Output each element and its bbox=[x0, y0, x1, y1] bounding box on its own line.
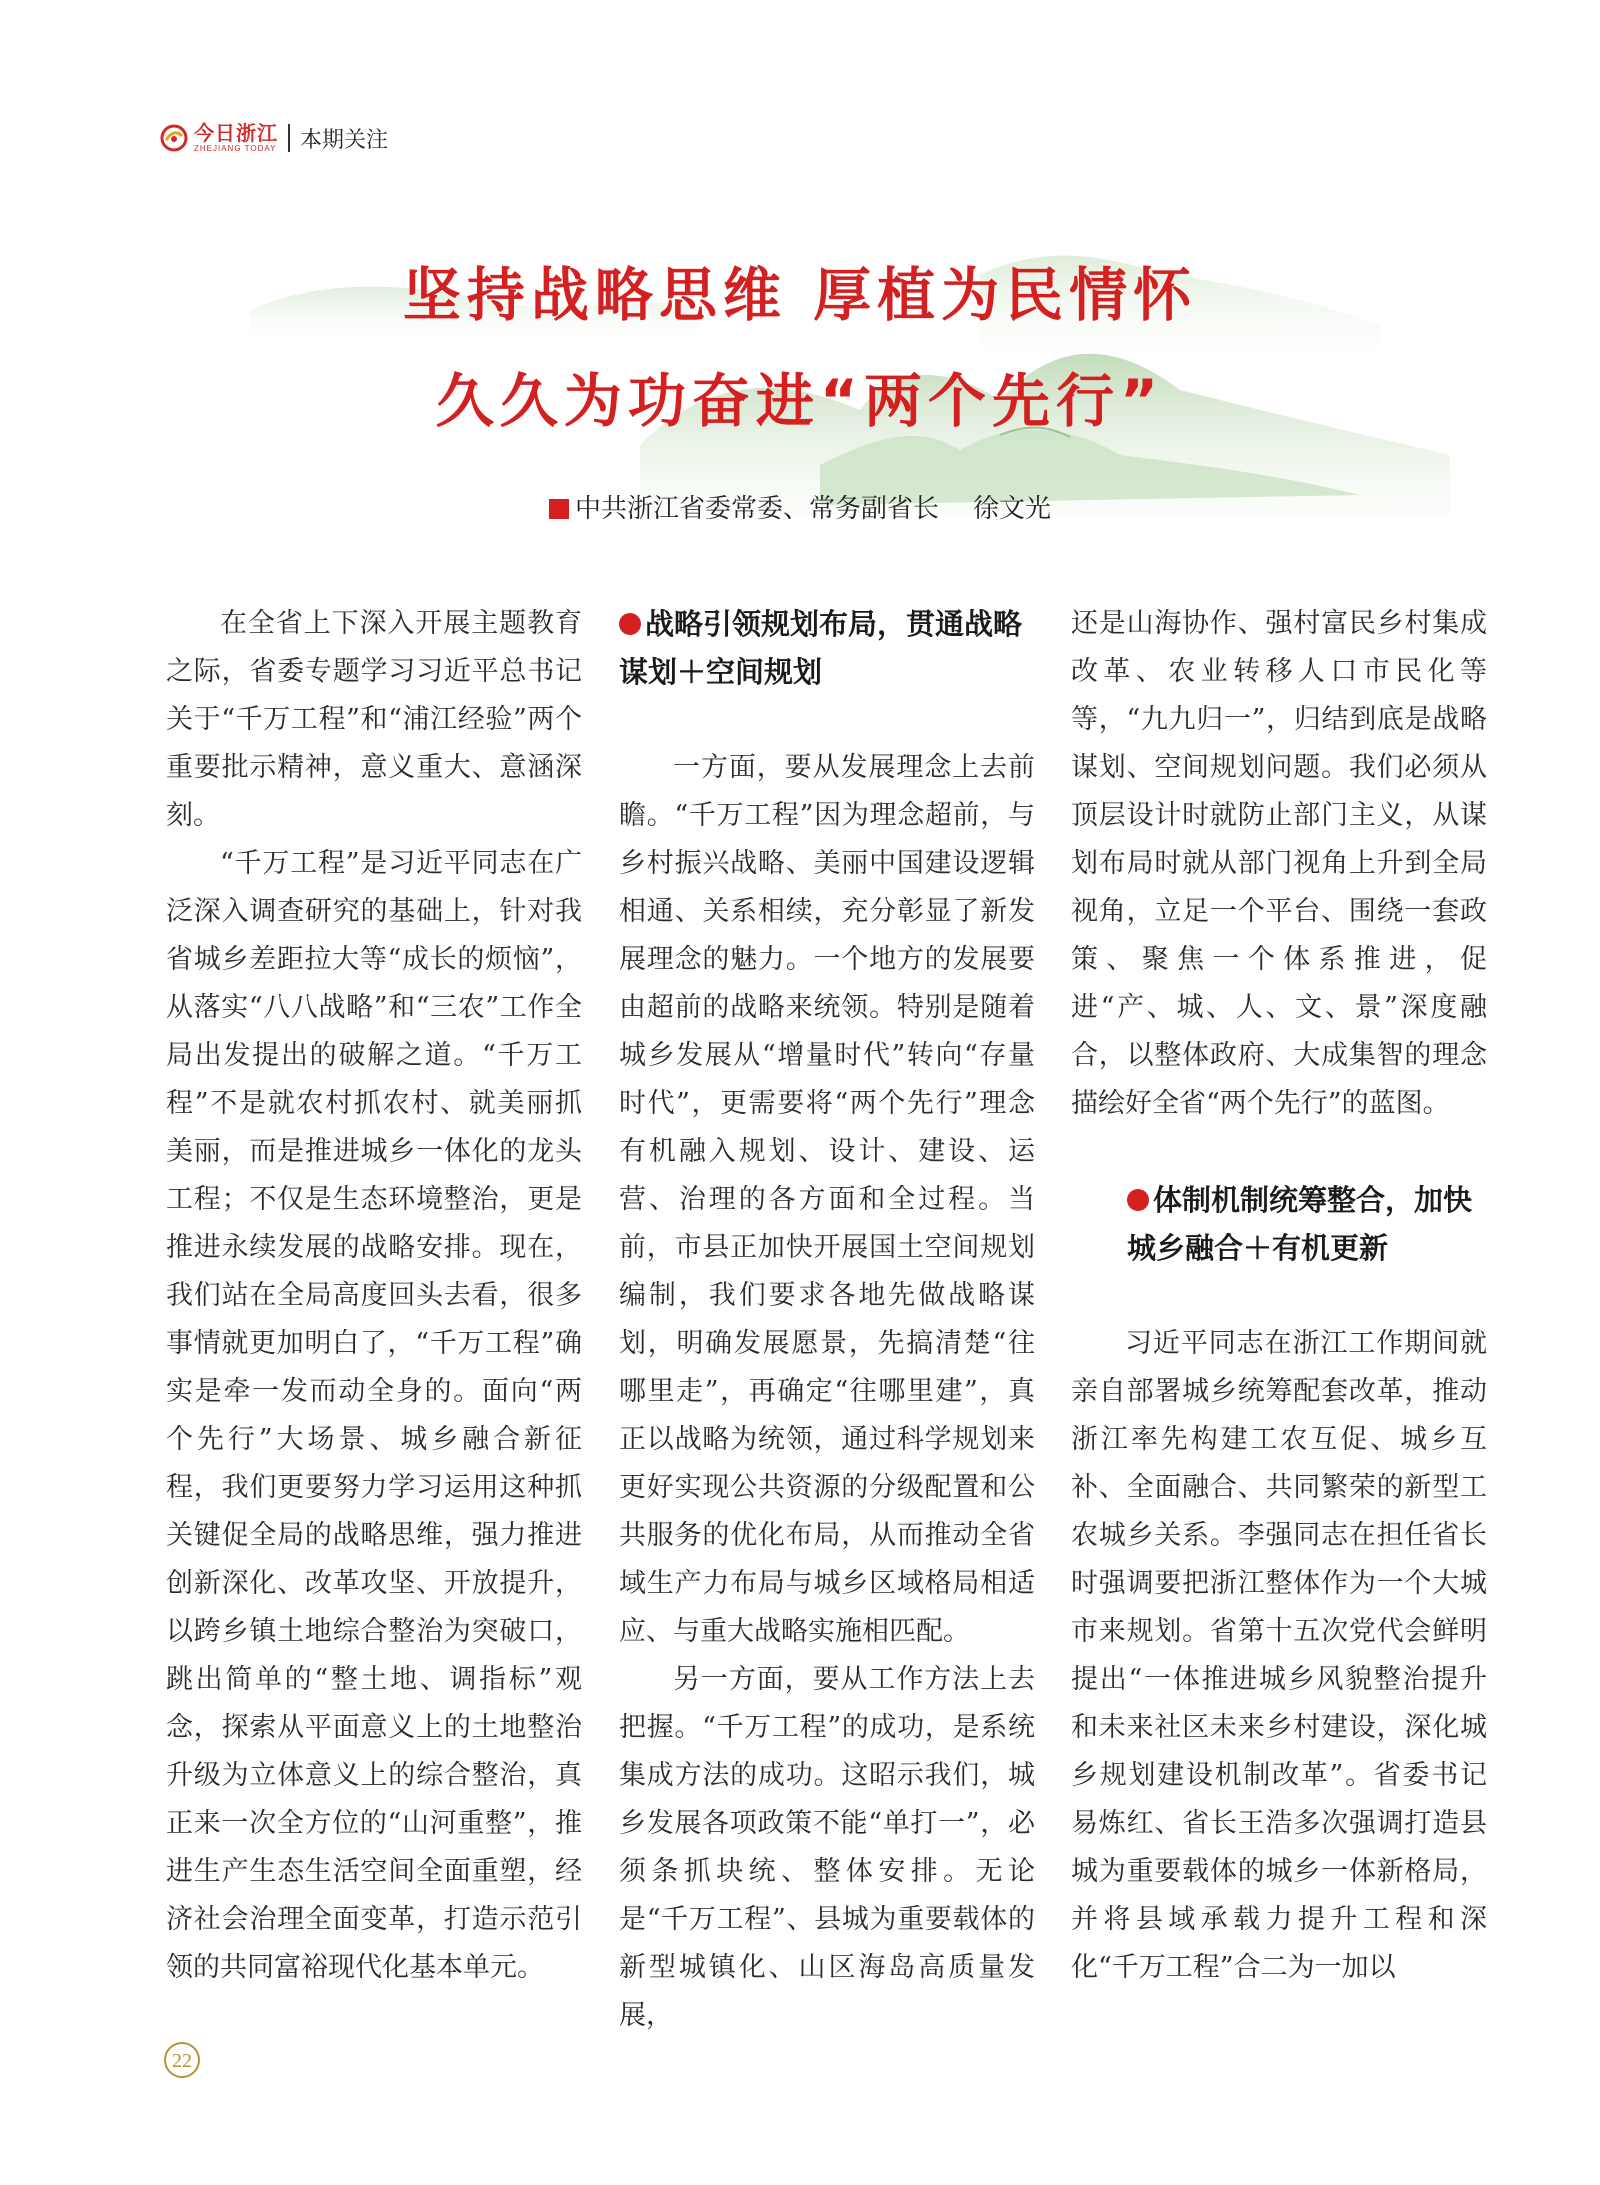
section-label: 本期关注 bbox=[300, 127, 389, 153]
logo-swirl-icon bbox=[160, 124, 188, 152]
section-heading bbox=[1071, 1176, 1487, 1272]
author-title: 中共浙江省委常委、常务副省长 bbox=[574, 494, 939, 524]
paragraph: 习近平同志在浙江工作期间就亲自部署城乡统筹配套改革，推动浙江率先构建工农互促、城乡互补、全面融合、共同繁荣的新型工农城乡关系。李强同志在担任省长时强调要把浙江整体作为一个大城市来规划。省第十五次党代会鲜明提出“一体推进城乡风貌整治提升和未来社区未来乡村建设，深化城乡规划建设机制改革”。省委书记易炼红、省长王浩多次强调打造县城为重要载体的城乡一体新格局，并将县域承载力提升工程和深化“千万工程”合二为一加以 bbox=[1071, 1328, 1487, 1983]
logo bbox=[194, 123, 278, 153]
paragraph: 还是山海协作、强村富民乡村集成改革、农业转移人口市民化等等，“九九归一”，归结到底是战略谋划、空间规划问题。我们必须从顶层设计时就防止部门主义，从谋划布局时就从部门视角上升到全局视角，立足一个平台、围绕一套政策、聚焦一个体系推进，促进“产、城、人、文、景”深度融合，以整体政府、大成集智的理念描绘好全省“两个先行”的蓝图。 bbox=[1071, 608, 1487, 1119]
column-3 bbox=[1071, 600, 1487, 1992]
red-square-icon bbox=[549, 499, 569, 519]
author-name: 徐文光 bbox=[973, 494, 1052, 524]
bullet-dot-icon bbox=[1127, 1189, 1149, 1211]
section-heading-text: 战略引领规划布局，贯通战略谋划＋空间规划 bbox=[619, 607, 1023, 689]
paragraph: 在全省上下深入开展主题教育之际，省委专题学习习近平总书记关于“千万工程”和“浦江经验”两个重要批示精神，意义重大、意涵深刻。 bbox=[166, 608, 582, 831]
paragraph: “千万工程”是习近平同志在广泛深入调查研究的基础上，针对我省城乡差距拉大等“成长的烦恼”，从落实“八八战略”和“三农”工作全局出发提出的破解之道。“千万工程”不是就农村抓农村、就美丽抓美丽，而是推进城乡一体化的龙头工程；不仅是生态环境整治，更是推进永续发展的战略安排。现在，我们站在全局高度回头去看，很多事情就更加明白了，“千万工程”确实是牵一发而动全身的。面向“两个先行”大场景、城乡融合新征程，我们更要努力学习运用这种抓关键促全局的战略思维，强力推进创新深化、改革攻坚、开放提升，以跨乡镇土地综合整治为突破口，跳出简单的“整土地、调指标”观念，探索从平面意义上的土地整治升级为立体意义上的综合整治，真正来一次全方位的“山河重整”，推进生产生态生活空间全面重塑，经济社会治理全面变革，打造示范引领的共同富裕现代化基本单元。 bbox=[166, 848, 582, 1983]
logo-text: 今日浙江 bbox=[194, 121, 278, 145]
article-title-line1: 坚持战略思维 厚植为民情怀 bbox=[402, 261, 1198, 329]
magazine-header bbox=[160, 118, 388, 158]
section-heading-text: 体制机制统筹整合，加快城乡融合＋有机更新 bbox=[1127, 1183, 1473, 1265]
column-2 bbox=[619, 600, 1035, 2040]
section-heading bbox=[619, 600, 1035, 696]
page-number bbox=[162, 2040, 202, 2080]
article-title-line2: 久久为功奋进“两个先行” bbox=[435, 367, 1165, 435]
bullet-dot-icon bbox=[619, 613, 641, 635]
paragraph: 一方面，要从发展理念上去前瞻。“千万工程”因为理念超前，与乡村振兴战略、美丽中国建设逻辑相通、关系相续，充分彰显了新发展理念的魅力。一个地方的发展要由超前的战略来统领。特别是随着城乡发展从“增量时代”转向“存量时代”，更需要将“两个先行”理念有机融入规划、设计、建设、运营、治理的各方面和全过程。当前，市县正加快开展国土空间规划编制，我们要求各地先做战略谋划，明确发展愿景，先搞清楚“往哪里走”，再确定“往哪里建”，真正以战略为统领，通过科学规划来更好实现公共资源的分级配置和公共服务的优化布局，从而推动全省域生产力布局与城乡区域格局相适应、与重大战略实施相匹配。 bbox=[619, 752, 1035, 1647]
header-divider bbox=[288, 124, 290, 152]
logo-subtext: ZHEJIANG TODAY bbox=[194, 144, 277, 153]
page-number-text: 22 bbox=[172, 2050, 192, 2072]
byline bbox=[0, 488, 1600, 525]
paragraph: 另一方面，要从工作方法上去把握。“千万工程”的成功，是系统集成方法的成功。这昭示我们，城乡发展各项政策不能“单打一”，必须条抓块统、整体安排。无论是“千万工程”、县城为重要载体的新型城镇化、山区海岛高质量发展， bbox=[619, 1664, 1035, 2031]
column-1 bbox=[166, 600, 582, 1992]
